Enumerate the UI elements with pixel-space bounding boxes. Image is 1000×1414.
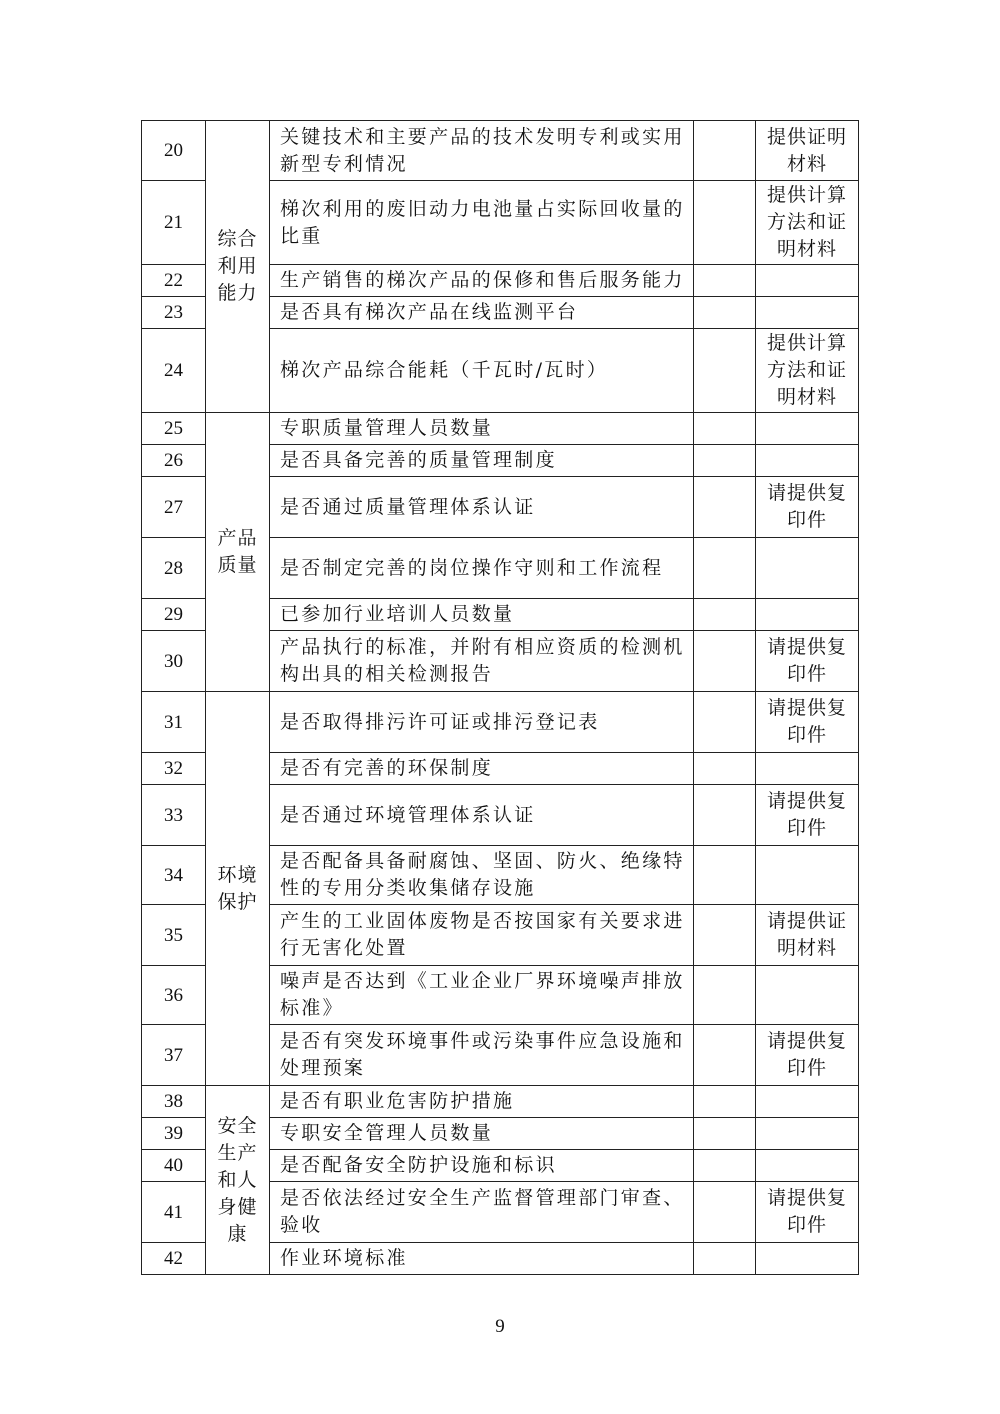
note-cell [756,413,859,445]
note-cell [756,121,859,181]
row-number: 42 [142,1243,206,1275]
row-number: 23 [142,297,206,329]
item-text: 梯次利用的废旧动力电池量占实际回收量的比重 [270,181,694,265]
row-number: 27 [142,477,206,538]
note-text: 请提供证明材料 [766,910,847,959]
item-text: 噪声是否达到《工业企业厂界环境噪声排放标准》 [270,966,694,1025]
note-cell [756,1118,859,1150]
blank-cell [694,265,756,297]
blank-cell [694,445,756,477]
item-text: 是否具有梯次产品在线监测平台 [270,297,694,329]
category-cell [206,413,270,692]
item-text: 产生的工业固体废物是否按国家有关要求进行无害化处置 [270,905,694,966]
category-cell [206,1086,270,1275]
category-cell [206,692,270,1086]
row-number: 26 [142,445,206,477]
row-number: 32 [142,753,206,785]
category-label: 环境保护 [217,863,258,913]
item-text: 作业环境标准 [270,1243,694,1275]
row-number: 33 [142,785,206,846]
blank-cell [694,846,756,905]
blank-cell [694,905,756,966]
note-cell [756,753,859,785]
item-text: 梯次产品综合能耗（千瓦时/瓦时） [270,329,694,413]
item-text: 关键技术和主要产品的技术发明专利或实用新型专利情况 [270,121,694,181]
note-cell [756,181,859,265]
note-cell [756,785,859,846]
blank-cell [694,1182,756,1243]
note-cell [756,1086,859,1118]
item-text: 产品执行的标准，并附有相应资质的检测机构出具的相关检测报告 [270,631,694,692]
blank-cell [694,329,756,413]
item-text: 是否依法经过安全生产监督管理部门审查、验收 [270,1182,694,1243]
row-number: 29 [142,599,206,631]
row-number: 36 [142,966,206,1025]
blank-cell [694,599,756,631]
item-text: 是否有突发环境事件或污染事件应急设施和处理预案 [270,1025,694,1086]
blank-cell [694,1118,756,1150]
table-row [142,413,859,445]
row-number: 21 [142,181,206,265]
category-label: 安全生产和人身健康 [217,1114,258,1245]
note-cell [756,1182,859,1243]
row-number: 20 [142,121,206,181]
item-text: 是否有完善的环保制度 [270,753,694,785]
blank-cell [694,477,756,538]
note-cell [756,966,859,1025]
item-text: 专职安全管理人员数量 [270,1118,694,1150]
note-text: 提供计算方法和证明材料 [766,332,847,408]
row-number: 30 [142,631,206,692]
blank-cell [694,121,756,181]
blank-cell [694,966,756,1025]
item-text: 是否具备完善的质量管理制度 [270,445,694,477]
blank-cell [694,297,756,329]
blank-cell [694,538,756,599]
row-number: 40 [142,1150,206,1182]
blank-cell [694,753,756,785]
blank-cell [694,1150,756,1182]
note-cell [756,599,859,631]
row-number: 37 [142,1025,206,1086]
note-cell [756,1025,859,1086]
blank-cell [694,1086,756,1118]
blank-cell [694,1243,756,1275]
blank-cell [694,1025,756,1086]
note-text: 请提供复印件 [766,636,847,685]
table-row [142,121,859,181]
note-cell [756,297,859,329]
category-cell [206,121,270,413]
row-number: 31 [142,692,206,753]
note-text: 提供证明材料 [766,125,847,175]
note-cell [756,538,859,599]
blank-cell [694,785,756,846]
note-text: 请提供复印件 [766,1187,847,1236]
row-number: 22 [142,265,206,297]
item-text: 是否配备具备耐腐蚀、坚固、防火、绝缘特性的专用分类收集储存设施 [270,846,694,905]
category-label: 综合利用能力 [217,228,258,304]
note-cell [756,846,859,905]
row-number: 24 [142,329,206,413]
row-number: 25 [142,413,206,445]
note-text: 提供计算方法和证明材料 [766,184,847,260]
table-row [142,692,859,753]
note-cell [756,265,859,297]
category-label: 产品质量 [217,527,258,576]
note-cell [756,631,859,692]
row-number: 41 [142,1182,206,1243]
note-cell [756,1243,859,1275]
row-number: 35 [142,905,206,966]
item-text: 专职质量管理人员数量 [270,413,694,445]
item-text: 是否通过质量管理体系认证 [270,477,694,538]
note-cell [756,905,859,966]
note-cell [756,477,859,538]
item-text: 已参加行业培训人员数量 [270,599,694,631]
blank-cell [694,631,756,692]
note-cell [756,445,859,477]
item-text: 是否有职业危害防护措施 [270,1086,694,1118]
note-cell [756,329,859,413]
item-text: 是否配备安全防护设施和标识 [270,1150,694,1182]
item-text: 是否制定完善的岗位操作守则和工作流程 [270,538,694,599]
row-number: 28 [142,538,206,599]
note-text: 请提供复印件 [766,482,847,531]
note-cell [756,692,859,753]
evaluation-table [141,120,859,1275]
note-text: 请提供复印件 [766,697,847,746]
table-row [142,1086,859,1118]
row-number: 38 [142,1086,206,1118]
note-text: 请提供复印件 [766,1030,847,1079]
item-text: 是否取得排污许可证或排污登记表 [270,692,694,753]
blank-cell [694,413,756,445]
blank-cell [694,692,756,753]
note-text: 请提供复印件 [766,790,847,839]
item-text: 生产销售的梯次产品的保修和售后服务能力 [270,265,694,297]
note-cell [756,1150,859,1182]
item-text: 是否通过环境管理体系认证 [270,785,694,846]
blank-cell [694,181,756,265]
row-number: 39 [142,1118,206,1150]
page-number: 9 [495,1316,505,1337]
row-number: 34 [142,846,206,905]
